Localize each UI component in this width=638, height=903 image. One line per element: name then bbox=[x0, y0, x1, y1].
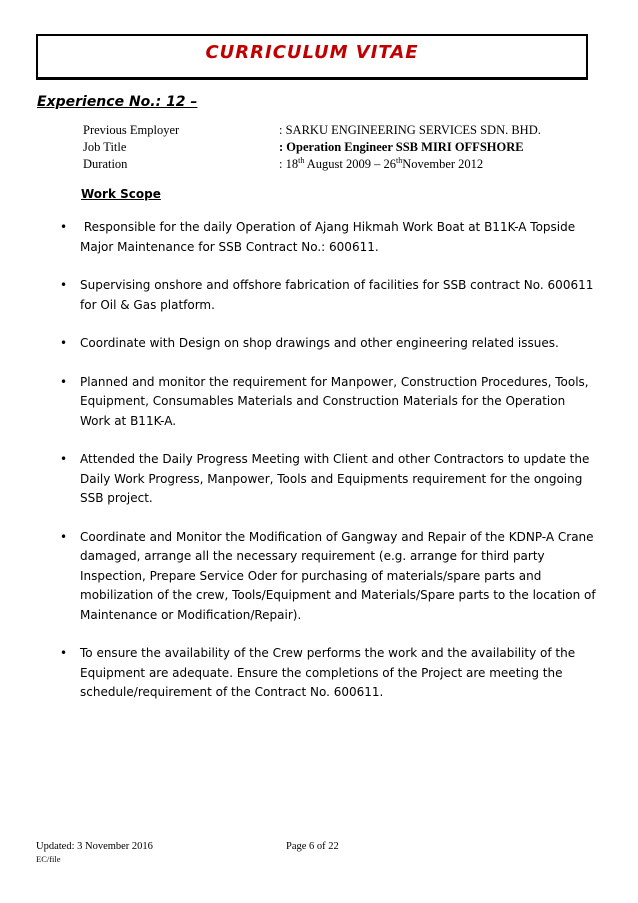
list-item-text: Planned and monitor the requirement for Manpower, Construction Procedures, Tools, Equipment, Consumables Materials and Construction Materials for the Operation Work at B11K-A. bbox=[80, 374, 589, 428]
experience-info bbox=[83, 122, 541, 173]
list-item bbox=[58, 373, 598, 432]
duration-part-3: November 2012 bbox=[402, 157, 484, 171]
list-item bbox=[58, 218, 598, 257]
bullet-icon: • bbox=[60, 278, 68, 292]
page-title: CURRICULUM VITAE bbox=[205, 42, 419, 63]
list-item bbox=[58, 334, 598, 354]
experience-heading: Experience No.: 12 – bbox=[37, 94, 198, 110]
footer-page-number: Page 6 of 22 bbox=[286, 841, 339, 852]
info-row-job-title bbox=[83, 139, 541, 156]
bullet-icon: • bbox=[60, 374, 68, 389]
duration-part-1: : 18 bbox=[279, 157, 299, 171]
list-item-text: To ensure the availability of the Crew performs the work and the availability of the Equipment are adequate. Ensure the completions of the Project are meeting the schedule/requirement of the Contract No. 600611. bbox=[80, 646, 576, 699]
bullet-icon: • bbox=[60, 452, 68, 466]
list-item bbox=[58, 276, 598, 315]
footer-updated: Updated: 3 November 2016 bbox=[36, 841, 153, 852]
bullet-icon: • bbox=[60, 646, 68, 660]
employer-label: Previous Employer bbox=[83, 123, 180, 137]
footer-file: EC/file bbox=[36, 854, 61, 864]
duration-part-2: August 2009 – 26 bbox=[304, 157, 397, 171]
list-item bbox=[58, 450, 598, 509]
info-row-employer bbox=[83, 122, 541, 139]
list-item-text: Responsible for the daily Operation of Ajang Hikmah Work Boat at B11K-A Topside Major Maintenance for SSB Contract No.: 600611. bbox=[80, 220, 579, 254]
title-box bbox=[36, 34, 588, 80]
job-title-value: : Operation Engineer SSB MIRI OFFSHORE bbox=[279, 140, 524, 154]
work-scope-list bbox=[58, 218, 598, 722]
employer-value: : SARKU ENGINEERING SERVICES SDN. BHD. bbox=[279, 123, 541, 137]
footer-left bbox=[36, 841, 153, 865]
duration-sup-1: th bbox=[298, 155, 305, 165]
duration-sup-2: th bbox=[396, 155, 403, 165]
bullet-icon: • bbox=[60, 220, 68, 234]
duration-value bbox=[279, 156, 483, 173]
bullet-icon: • bbox=[60, 529, 68, 544]
bullet-icon: • bbox=[60, 336, 68, 350]
list-item-text: Attended the Daily Progress Meeting with Client and other Contractors to update the Daily Work Progress, Manpower, Tools and Equipments requirement for the ongoing SSB project. bbox=[80, 452, 590, 505]
info-row-duration bbox=[83, 156, 541, 173]
list-item-text: Supervising onshore and offshore fabrication of facilities for SSB contract No. 600611 for Oil & Gas platform. bbox=[80, 278, 594, 312]
list-item bbox=[58, 528, 598, 626]
list-item bbox=[58, 644, 598, 703]
list-item-text: Coordinate with Design on shop drawings and other engineering related issues. bbox=[80, 336, 559, 350]
duration-label: Duration bbox=[83, 157, 128, 171]
work-scope-heading: Work Scope bbox=[81, 187, 161, 201]
job-title-label: Job Title bbox=[83, 140, 127, 154]
list-item-text: Coordinate and Monitor the Modification of Gangway and Repair of the KDNP-A Crane damaged, arrange all the necessary requirement (e.g. arrange for third party Inspection, Prepare Service Oder for purchasing of materials/spare parts and mobilization of the crew, Tools/Equipment and Materials/Spare parts to the location of Maintenance or Modification/Repair). bbox=[80, 529, 596, 622]
